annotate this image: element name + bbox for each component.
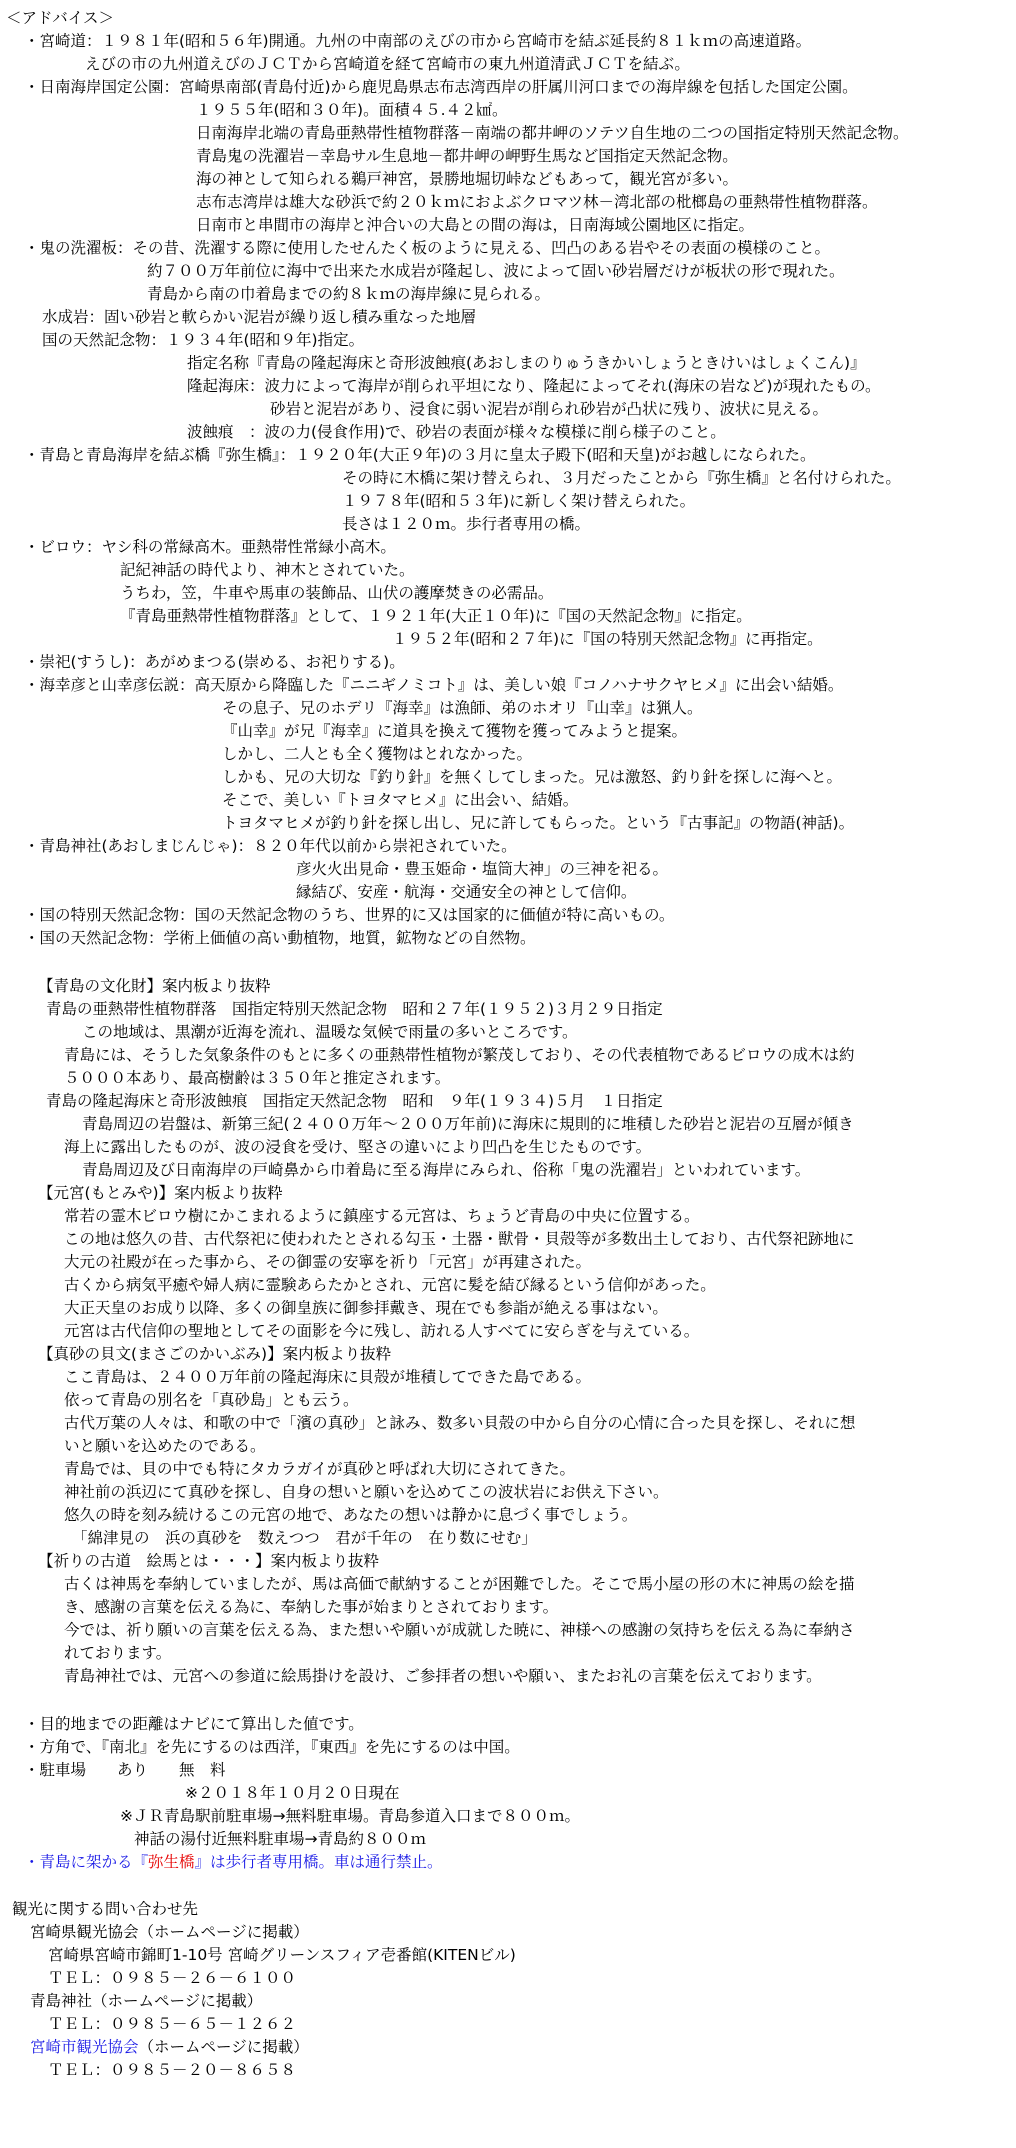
text-line: 隆起海床：波力によって海岸が削られ平坦になり、隆起によってそれ(海床の岩など)が現れたもの。 bbox=[187, 377, 881, 395]
text-line: 青島には、そうした気象条件のもとに多くの亜熱帯性植物が繁茂しており、その代表植物であるビロウの成木は約 bbox=[64, 1046, 855, 1064]
text-line: １９５５年(昭和３０年)。面積４５.４２㎢。 bbox=[196, 101, 508, 119]
bridge-notice bbox=[24, 1851, 443, 1873]
text-line: 記紀神話の時代より、神木とされていた。 bbox=[120, 561, 415, 579]
text-line: 縁結び、安産・航海・交通安全の神として信仰。 bbox=[296, 883, 637, 901]
text-line: １９５２年(昭和２７年)に『国の特別天然記念物』に再指定。 bbox=[392, 630, 823, 648]
text-line: ・ビロウ：ヤシ科の常緑高木。亜熱帯性常緑小高木。 bbox=[24, 538, 396, 556]
text-line: 依って青島の別名を「真砂島」とも云う。 bbox=[64, 1391, 359, 1409]
text-line: １９７８年(昭和５３年)に新しく架け替えられた。 bbox=[342, 492, 696, 510]
notice-prefix: ・青島に架かる『 bbox=[24, 1853, 149, 1871]
miyazaki-city-association-link[interactable]: 宮崎市観光協会 bbox=[30, 2038, 139, 2056]
text-line: ・青島神社(あおしまじんじゃ)：８２０年代以前から崇祀されていた。 bbox=[24, 837, 517, 855]
text-line: 青島周辺及び日南海岸の戸崎鼻から巾着島に至る海岸にみられ、俗称「鬼の洗濯岩」といわれています。 bbox=[82, 1161, 811, 1179]
section-heading: 【元宮(もとみや)】案内板より抜粋 bbox=[38, 1184, 283, 1202]
text-line: ５０００本あり、最高樹齢は３５０年と推定されます。 bbox=[64, 1069, 451, 1087]
text-line: ＴＥＬ：０９８５－２６－６１００ bbox=[48, 1969, 297, 1987]
text-line: 志布志湾岸は雄大な砂浜で約２０ｋｍにおよぶクロマツ林－湾北部の枇榔島の亜熱帯性植物群落。 bbox=[196, 193, 878, 211]
text-line: ※ＪＲ青島駅前駐車場→無料駐車場。青島参道入口まで８００ｍ。 bbox=[120, 1807, 580, 1825]
text-line: ・青島と青島海岸を結ぶ橋『弥生橋』：１９２０年(大正９年)の３月に皇太子殿下(昭和天皇)がお越しになられた。 bbox=[24, 446, 816, 464]
text-line: しかし、二人とも全く獲物はとれなかった。 bbox=[222, 745, 533, 763]
text-line: 元宮は古代信仰の聖地としてその面影を今に残し、訪れる人すべてに安らぎを与えている。 bbox=[64, 1322, 700, 1340]
section-heading: 【真砂の貝文(まさごのかいぶみ)】案内板より抜粋 bbox=[38, 1345, 392, 1363]
text-line: 神社前の浜辺にて真砂を探し、自身の想いと願いを込めてこの波状岩にお供え下さい。 bbox=[64, 1483, 669, 1501]
text-line: ・方角で、『南北』を先にするのは西洋，『東西』を先にするのは中国。 bbox=[24, 1738, 520, 1756]
section-heading: 【祈りの古道 絵馬とは・・・】案内板より抜粋 bbox=[38, 1552, 380, 1570]
text-line: ここ青島は、２４００万年前の隆起海床に貝殻が堆積してできた島である。 bbox=[64, 1368, 592, 1386]
text-line: 青島の亜熱帯性植物群落 国指定特別天然記念物 昭和２７年(１９５２)３月２９日指定 bbox=[46, 1000, 663, 1018]
text-line: ＴＥＬ：０９８５－６５－１２６２ bbox=[48, 2015, 297, 2033]
text-line: ・駐車場 あり 無 料 bbox=[24, 1761, 226, 1779]
text-line: 日南市と串間市の海岸と沖合いの大島との間の海は，日南海域公園地区に指定。 bbox=[196, 216, 755, 234]
text-line: 宮崎県観光協会（ホームページに掲載） bbox=[30, 1923, 309, 1941]
text-line: 宮崎県宮崎市錦町1-10号 宮崎グリーンスフィア壱番館(KITENビル) bbox=[48, 1946, 516, 1964]
text-line: えびの市の九州道えびのＪＣＴから宮崎道を経て宮崎市の東九州道清武ＪＣＴを結ぶ。 bbox=[85, 55, 690, 73]
text-line: この地域は、黒潮が近海を流れ、温暖な気候で雨量の多いところです。 bbox=[82, 1023, 578, 1041]
notice-suffix: 』は歩行者専用橋。車は通行禁止。 bbox=[194, 1853, 443, 1871]
miyazaki-city-association bbox=[30, 2036, 309, 2058]
text-line: 彦火火出見命・豊玉姫命・塩筒大神」の三神を祀る。 bbox=[296, 860, 669, 878]
text-line: 古くから病気平癒や婦人病に霊験あらたかとされ、元宮に髪を結び縁るという信仰があった。 bbox=[64, 1276, 716, 1294]
text-line: いと願いを込めたのである。 bbox=[64, 1437, 266, 1455]
text-line: ・崇祀(すうし)：あがめまつる(崇める、お祀りする)。 bbox=[24, 653, 405, 671]
advice-heading: ＜アドバイス＞ bbox=[6, 9, 115, 27]
text-line: 青島鬼の洗濯岩－幸島サル生息地－都井岬の岬野生馬など国指定天然記念物。 bbox=[196, 147, 738, 165]
text-line: 大正天皇のお成り以降、多くの御皇族に御参拝戴き、現在でも参詣が絶える事はない。 bbox=[64, 1299, 668, 1317]
text-line: 大元の社殿が在った事から、その御霊の安寧を祈り「元宮」が再建された。 bbox=[64, 1253, 592, 1271]
text-line: 指定名称『青島の隆起海床と奇形波蝕痕(あおしまのりゅうきかいしょうときけいはしょくこん)』 bbox=[187, 354, 866, 372]
text-line: ・海幸彦と山幸彦伝説：高天原から降臨した『ニニギノミコト』は、美しい娘『コノハナサクヤヒメ』に出会い結婚。 bbox=[24, 676, 844, 694]
text-line: 水成岩：固い砂岩と軟らかい泥岩が繰り返し積み重なった地層 bbox=[42, 308, 477, 326]
text-line: 青島から南の巾着島までの約８ｋｍの海岸線に見られる。 bbox=[147, 285, 551, 303]
text-line: 約７００万年前位に海中で出来た水成岩が隆起し、波によって固い砂岩層だけが板状の形で現れた。 bbox=[147, 262, 845, 280]
text-line: れております。 bbox=[64, 1644, 172, 1662]
text-line: 国の天然記念物：１９３４年(昭和９年)指定。 bbox=[42, 331, 365, 349]
text-line: 神話の湯付近無料駐車場→青島約８００ｍ bbox=[134, 1830, 426, 1848]
bridge-name: 弥生橋 bbox=[148, 1853, 195, 1871]
text-line: 今では、祈り願いの言葉を伝える為、また想いや願いが成就した暁に、神様への感謝の気持ちを伝える為に奉納さ bbox=[64, 1621, 855, 1639]
association-suffix: （ホームページに掲載） bbox=[138, 2038, 309, 2056]
text-line: 古くは神馬を奉納していましたが、馬は高価で献納することが困難でした。そこで馬小屋の形の木に神馬の絵を描 bbox=[64, 1575, 855, 1593]
text-line: き、感謝の言葉を伝える為に、奉納した事が始まりとされております。 bbox=[64, 1598, 559, 1616]
text-line: ・目的地までの距離はナビにて算出した値です。 bbox=[24, 1715, 364, 1733]
text-line: そこで、美しい『トヨタマヒメ』に出会い、結婚。 bbox=[222, 791, 579, 809]
text-line: 青島神社（ホームページに掲載） bbox=[30, 1992, 263, 2010]
text-line: 悠久の時を刻み続けるこの元宮の地で、あなたの想いは静かに息づく事でしょう。 bbox=[64, 1506, 638, 1524]
text-line: その時に木橋に架け替えられ、３月だったことから『弥生橋』と名付けられた。 bbox=[342, 469, 901, 487]
text-line: 『山幸』が兄『海幸』に道具を換えて獲物を獲ってみようと提案。 bbox=[222, 722, 688, 740]
text-line: 「綿津見の 浜の真砂を 数えつつ 君が千年の 在り数にせむ」 bbox=[72, 1529, 537, 1547]
text-line: ・国の天然記念物：学術上価値の高い動植物，地質，鉱物などの自然物。 bbox=[24, 929, 536, 947]
text-line: ・国の特別天然記念物：国の天然記念物のうち、世界的に又は国家的に価値が特に高いもの。 bbox=[24, 906, 675, 924]
text-line: 砂岩と泥岩があり、浸食に弱い泥岩が削られ砂岩が凸状に残り、波状に見える。 bbox=[270, 400, 829, 418]
text-line: ※２０１８年１０月２０日現在 bbox=[185, 1784, 400, 1802]
text-line: 青島の隆起海床と奇形波蝕痕 国指定天然記念物 昭和 ９年(１９３４)５月 １日指定 bbox=[46, 1092, 663, 1110]
text-line: 古代万葉の人々は、和歌の中で「濱の真砂」と詠み、数多い貝殻の中から自分の心情に合った貝を探し、それに想 bbox=[64, 1414, 856, 1432]
text-line: 常若の霊木ビロウ樹にかこまれるように鎮座する元宮は、ちょうど青島の中央に位置する。 bbox=[64, 1207, 700, 1225]
text-line: ・日南海岸国定公園：宮崎県南部(青島付近)から鹿児島県志布志湾西岸の肝属川河口までの海岸線を包括した国定公園。 bbox=[24, 78, 858, 96]
text-line: 波蝕痕 ：波の力(侵食作用)で、砂岩の表面が様々な模様に削ら様子のこと。 bbox=[187, 423, 726, 441]
contact-heading: 観光に関する問い合わせ先 bbox=[12, 1900, 199, 1918]
text-line: 青島では、貝の中でも特にタカラガイが真砂と呼ばれ大切にされてきた。 bbox=[64, 1460, 576, 1478]
text-line: 海の神として知られる鵜戸神宮，景勝地堀切峠などもあって，観光宮が多い。 bbox=[196, 170, 739, 188]
text-line: 長さは１２０ｍ。歩行者専用の橋。 bbox=[342, 515, 591, 533]
text-line: うちわ，笠，牛車や馬車の装飾品、山伏の護摩焚きの必需品。 bbox=[120, 584, 554, 602]
text-line: その息子、兄のホデリ『海幸』は漁師、弟のホオリ『山幸』は猟人。 bbox=[222, 699, 703, 717]
text-line: 青島周辺の岩盤は、新第三紀(２４００万年～２００万年前)に海床に規則的に堆積した砂岩と泥岩の互層が傾き bbox=[82, 1115, 854, 1133]
text-line: ・鬼の洗濯板：その昔、洗濯する際に使用したせんたく板のように見える、凹凸のある岩やその表面の模様のこと。 bbox=[24, 239, 831, 257]
text-line: 日南海岸北端の青島亜熱帯性植物群落－南端の都井岬のソテツ自生地の二つの国指定特別天然記念物。 bbox=[196, 124, 909, 142]
text-line: ・宮崎道：１９８１年(昭和５６年)開通。九州の中南部のえびの市から宮崎市を結ぶ延長約８１ｋｍの高速道路。 bbox=[24, 32, 812, 50]
text-line: 海上に露出したものが、波の浸食を受け、堅さの違いにより凹凸を生じたものです。 bbox=[64, 1138, 652, 1156]
text-line: トヨタマヒメが釣り針を探し出し、兄に許してもらった。という『古事記』の物語(神話)。 bbox=[222, 814, 855, 832]
text-line: 『青島亜熱帯性植物群落』として、１９２１年(大正１０年)に『国の天然記念物』に指定。 bbox=[120, 607, 752, 625]
section-heading: 【青島の文化財】案内板より抜粋 bbox=[38, 977, 271, 995]
text-line: 青島神社では、元宮への参道に絵馬掛けを設け、ご参拝者の想いや願い、またお礼の言葉を伝えております。 bbox=[64, 1667, 822, 1685]
text-line: この地は悠久の昔、古代祭祀に使われたとされる勾玉・土器・獣骨・貝殻等が多数出土しており、古代祭祀跡地に bbox=[64, 1230, 855, 1248]
text-line: しかも、兄の大切な『釣り針』を無くしてしまった。兄は激怒、釣り針を探しに海へと。 bbox=[222, 768, 843, 786]
text-line: ＴＥＬ：０９８５－２０－８６５８ bbox=[48, 2061, 297, 2079]
